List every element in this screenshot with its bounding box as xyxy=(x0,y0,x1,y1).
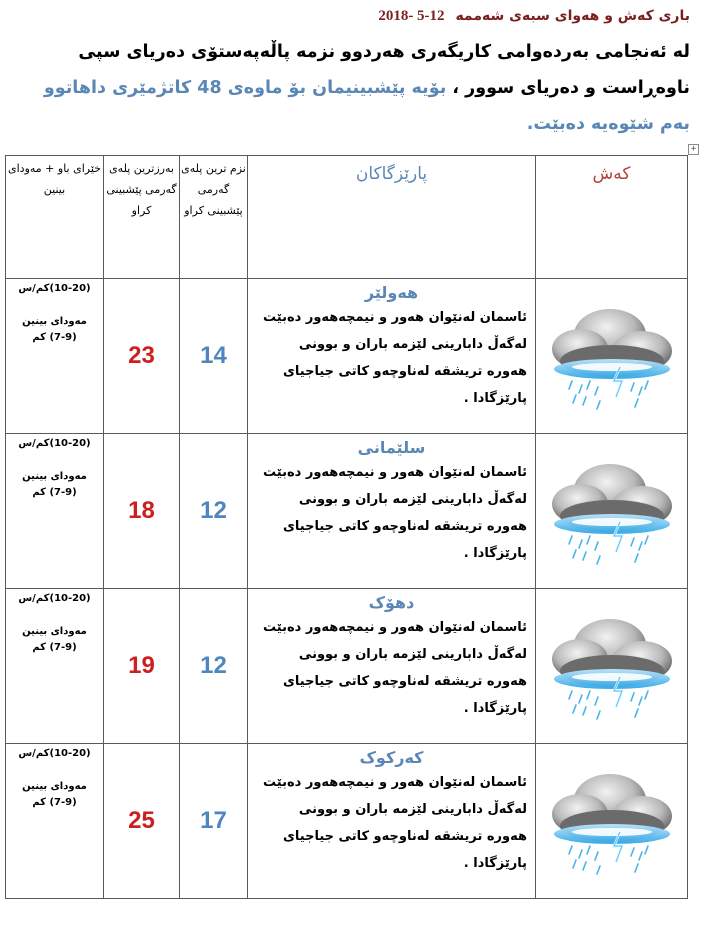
wind-visibility-cell xyxy=(6,279,104,434)
visibility-range: (7-9) کم xyxy=(32,487,77,498)
header-weather: کەش xyxy=(536,156,688,279)
wind-speed: (10-20)کم/س xyxy=(18,438,91,449)
city-name: هەولێر xyxy=(364,283,419,302)
city-name: سلێمانی xyxy=(357,438,426,457)
storm-cloud-graphic xyxy=(542,607,682,725)
weather-icon-cell xyxy=(536,434,688,589)
storm-cloud-graphic xyxy=(542,297,682,415)
visibility-range: (7-9) کم xyxy=(32,642,77,653)
visibility-range: (7-9) کم xyxy=(32,332,77,343)
thunderstorm-rain-icon xyxy=(536,297,687,415)
visibility-label: مەودای بینین xyxy=(22,781,87,792)
wind-speed: (10-20)کم/س xyxy=(18,593,91,604)
province-cell xyxy=(248,589,536,744)
min-temp: 12 xyxy=(180,589,248,744)
thunderstorm-rain-icon xyxy=(536,607,687,725)
wind-speed: (10-20)کم/س xyxy=(18,748,91,759)
city-name: دهۆک xyxy=(368,593,415,612)
wind-speed: (10-20)کم/س xyxy=(18,283,91,294)
title-text: باری کەش و هەوای سبەی شەممە xyxy=(455,8,690,24)
weather-description: ئاسمان لەنێوان هەور و نیمچەهەور دەبێت لەگەڵ دابارینی لێزمە باران و بوونی هەورە تریشقە لەناوچەو کاتی جیاجیای پارێزگادا . xyxy=(263,775,527,871)
intro-text: لە ئەنجامی بەردەوامی کاریگەری هەردوو نزمە پاڵەپەستۆی دەریای سپی ناوەڕاست و دەریای سوور ، xyxy=(78,42,690,98)
header-wind-visibility: خێرای باو + مەودای بینین xyxy=(6,156,104,279)
visibility-range: (7-9) کم xyxy=(32,797,77,808)
min-temp: 14 xyxy=(180,279,248,434)
table-move-handle-icon[interactable]: + xyxy=(688,144,699,155)
page-title xyxy=(240,8,690,25)
province-cell xyxy=(248,434,536,589)
header-max-temp: بەرزترین پلەی گەرمی پێشبینی کراو xyxy=(104,156,180,279)
max-temp: 23 xyxy=(104,279,180,434)
wind-visibility-cell xyxy=(6,589,104,744)
table-row xyxy=(6,434,688,589)
min-temp: 12 xyxy=(180,434,248,589)
table-header-row xyxy=(6,156,688,279)
weather-description: ئاسمان لەنێوان هەور و نیمچەهەور دەبێت لەگەڵ دابارینی لێزمە باران و بوونی هەورە تریشقە لەناوچەو کاتی جیاجیای پارێزگادا . xyxy=(263,465,527,561)
forecast-table xyxy=(5,155,688,899)
table-row xyxy=(6,279,688,434)
visibility-label: مەودای بینین xyxy=(22,626,87,637)
weather-icon-cell xyxy=(536,279,688,434)
forecast-date: 2018- 5-12 xyxy=(378,8,445,24)
header-min-temp: نزم ترین پلەی گەرمی پێشبینی کراو xyxy=(180,156,248,279)
wind-visibility-cell xyxy=(6,434,104,589)
weather-icon-cell xyxy=(536,589,688,744)
table-row xyxy=(6,589,688,744)
weather-icon-cell xyxy=(536,744,688,899)
weather-description: ئاسمان لەنێوان هەور و نیمچەهەور دەبێت لەگەڵ دابارینی لێزمە باران و بوونی هەورە تریشقە لەناوچەو کاتی جیاجیای پارێزگادا . xyxy=(263,620,527,716)
weather-description: ئاسمان لەنێوان هەور و نیمچەهەور دەبێت لەگەڵ دابارینی لێزمە باران و بوونی هەورە تریشقە لەناوچەو کاتی جیاجیای پارێزگادا . xyxy=(263,310,527,406)
wind-visibility-cell xyxy=(6,744,104,899)
min-temp: 17 xyxy=(180,744,248,899)
max-temp: 18 xyxy=(104,434,180,589)
intro-text-highlight: بۆیە پێشبینیمان بۆ ماوەی 48 کاتژمێری داهاتوو بەم شێوەیە دەبێت. xyxy=(43,78,690,134)
header-provinces: پارێزگاکان xyxy=(248,156,536,279)
province-cell xyxy=(248,279,536,434)
table-row xyxy=(6,744,688,899)
storm-cloud-graphic xyxy=(542,452,682,570)
max-temp: 19 xyxy=(104,589,180,744)
visibility-label: مەودای بینین xyxy=(22,316,87,327)
visibility-label: مەودای بینین xyxy=(22,471,87,482)
thunderstorm-rain-icon xyxy=(536,452,687,570)
province-cell xyxy=(248,744,536,899)
city-name: کەرکوک xyxy=(359,748,424,767)
storm-cloud-graphic xyxy=(542,762,682,880)
intro-paragraph xyxy=(14,34,690,142)
max-temp: 25 xyxy=(104,744,180,899)
thunderstorm-rain-icon xyxy=(536,762,687,880)
